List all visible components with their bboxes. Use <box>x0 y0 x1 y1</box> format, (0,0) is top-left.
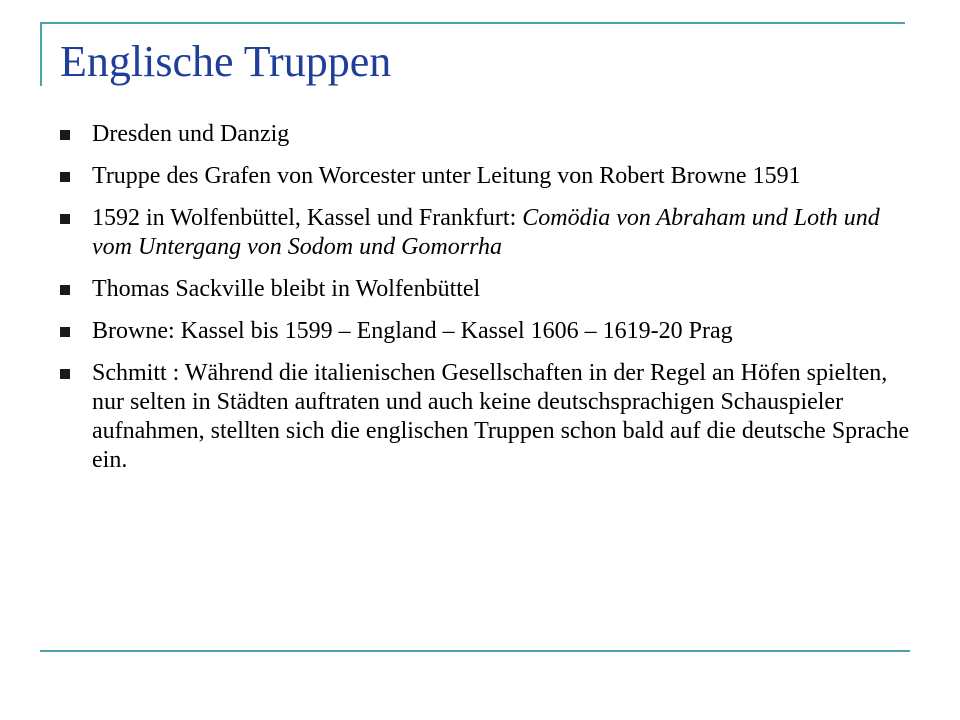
bullet-italic-title: Comödia von Abraham und Loth und vom Untergang von Sodom und Gomorrha <box>92 205 880 260</box>
bullet-text: 1592 in Wolfenbüttel, Kassel und Frankfurt: <box>92 205 523 231</box>
left-accent-line <box>40 22 42 86</box>
square-bullet-icon <box>60 369 70 379</box>
square-bullet-icon <box>60 285 70 295</box>
top-divider-line <box>40 22 905 24</box>
bullet-item <box>60 275 910 304</box>
bullet-text: Truppe des Grafen von Worcester unter Leitung von Robert Browne 1591 <box>92 163 801 189</box>
bullet-item <box>60 120 910 149</box>
bullet-text: Schmitt : Während die italienischen Gesellschaften in der Regel an Höfen spielten, nur selten in Städten auftraten und auch keine deutschsprachigen Schauspieler aufnahmen, stellten sich die englischen Truppen schon bald auf die deutsche Sprache ein. <box>92 360 910 473</box>
bottom-divider-line <box>40 650 910 652</box>
bullet-text: Thomas Sackville bleibt in Wolfenbüttel <box>92 276 481 302</box>
square-bullet-icon <box>60 130 70 140</box>
bullet-text: Browne: Kassel bis 1599 – England – Kassel 1606 – 1619-20 Prag <box>92 318 733 344</box>
bullet-item <box>60 317 910 346</box>
bullet-list <box>60 120 910 488</box>
bullet-item <box>60 162 910 191</box>
square-bullet-icon <box>60 214 70 224</box>
bullet-text: Dresden und Danzig <box>92 121 290 147</box>
slide-title: Englische Truppen <box>60 37 392 86</box>
bullet-item <box>60 204 910 262</box>
square-bullet-icon <box>60 172 70 182</box>
bullet-item <box>60 359 910 475</box>
square-bullet-icon <box>60 327 70 337</box>
